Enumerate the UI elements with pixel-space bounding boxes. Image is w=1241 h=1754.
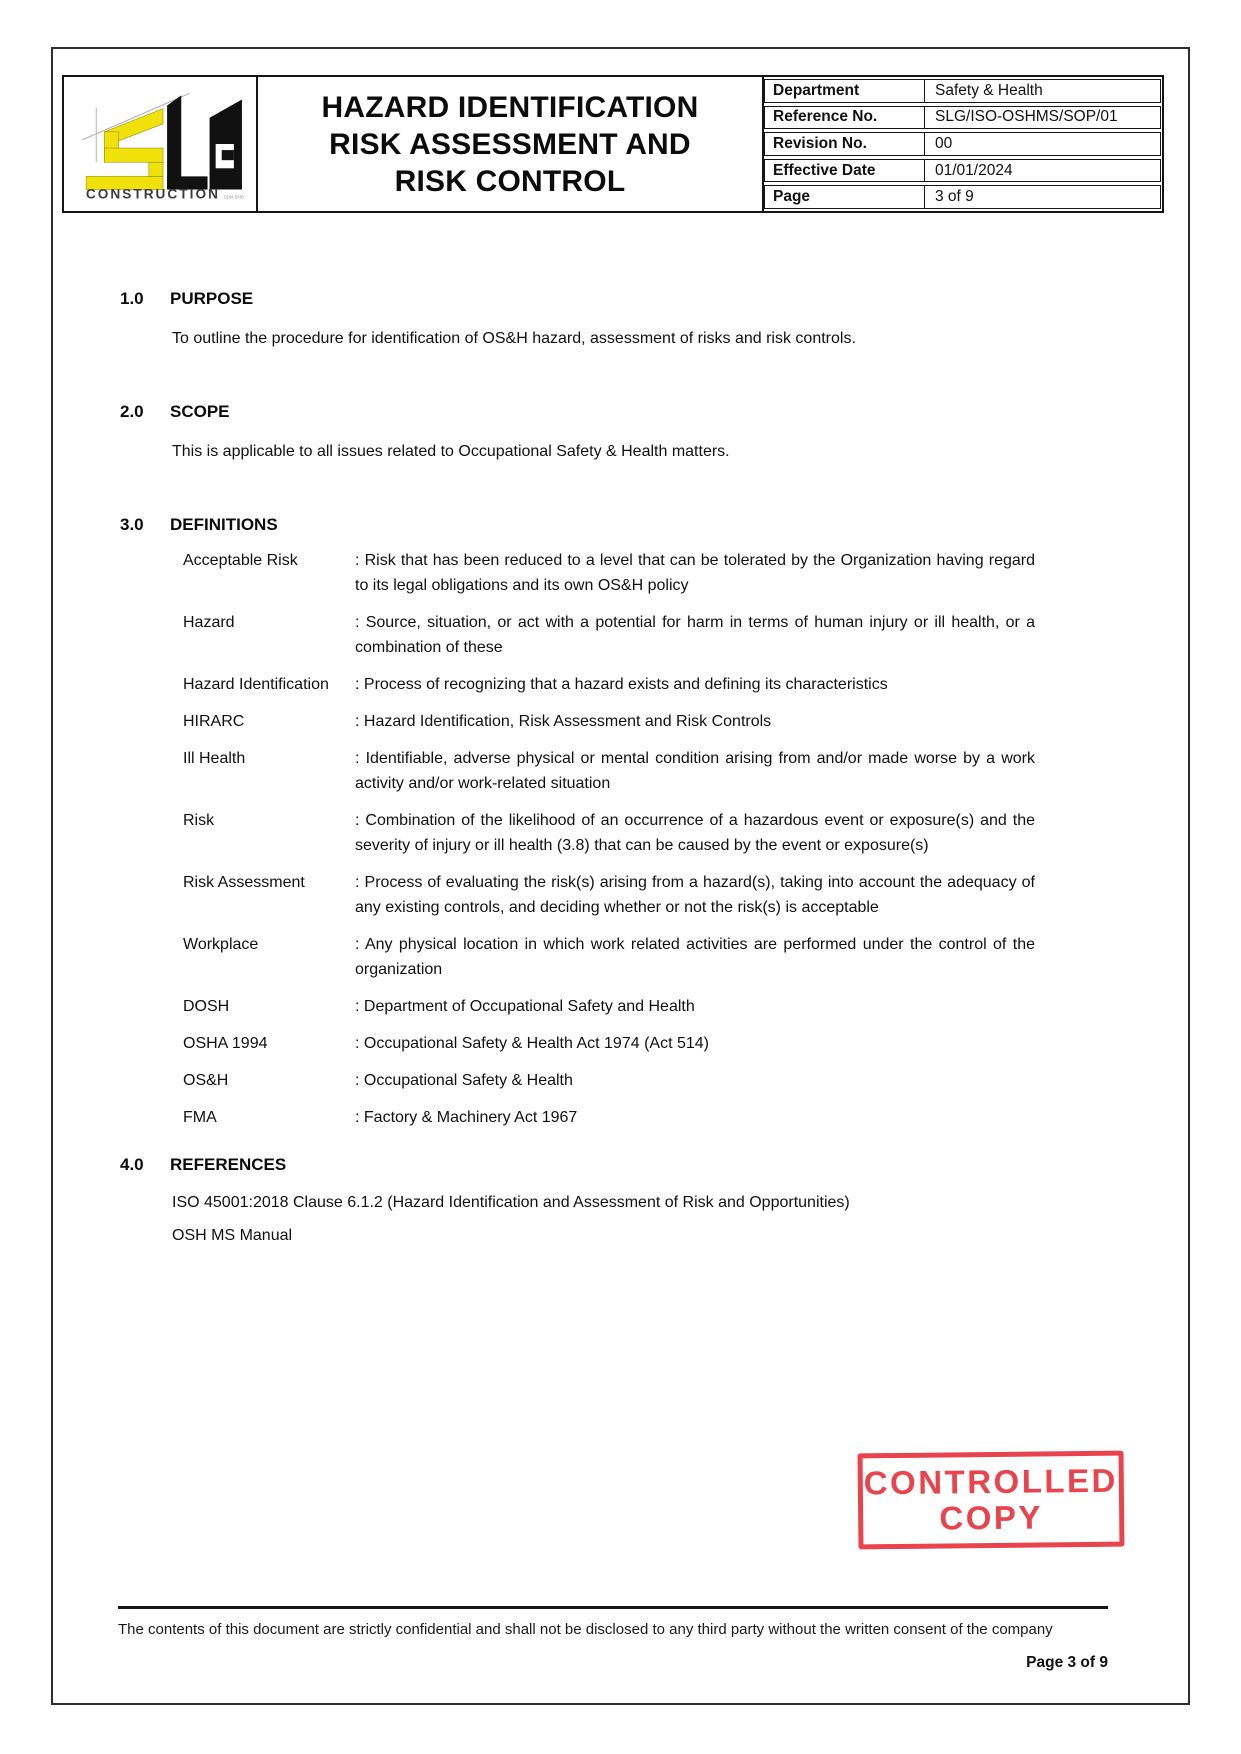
logo-letter-g (210, 99, 242, 189)
info-value: SLG/ISO-OSHMS/SOP/01 (935, 108, 1118, 126)
definition-row (183, 994, 1035, 1019)
logo-letter-s (86, 109, 163, 190)
definition-text: : Risk that has been reduced to a level that can be tolerated by the Organization having regard to its legal obligations and its own OS&H policy (355, 552, 1035, 594)
info-label: Revision No. (765, 133, 925, 155)
info-row-effective-date (764, 159, 1161, 183)
logo-caption: CONSTRUCTION (85, 186, 221, 201)
info-label: Reference No. (765, 107, 925, 129)
definition-row (183, 672, 1035, 697)
header-info-table (764, 77, 1162, 211)
definition-text: : Occupational Safety & Health (355, 1072, 573, 1089)
logo-caption-small: SDN BHD (223, 194, 245, 200)
section-number: 4.0 (120, 1155, 144, 1174)
section-title: REFERENCES (170, 1155, 287, 1174)
definition-term: FMA (183, 1109, 217, 1126)
definition-term: OS&H (183, 1072, 229, 1089)
definition-text: : Any physical location in which work related activities are performed under the control of the organization (355, 936, 1035, 978)
footer-divider (118, 1606, 1108, 1609)
definition-row (183, 932, 1035, 982)
section-heading-purpose (120, 288, 1035, 310)
title-line-3: RISK CONTROL (394, 164, 626, 198)
info-row-revision-no (764, 132, 1161, 156)
slg-construction-logo-icon (74, 87, 246, 201)
definition-row (183, 870, 1035, 920)
scope-text: This is applicable to all issues related to Occupational Safety & Health matters. (172, 443, 730, 460)
definition-term: OSHA 1994 (183, 1035, 268, 1052)
definition-term: Risk (183, 812, 215, 829)
logo-cell (64, 77, 258, 211)
info-label: Page (765, 186, 925, 208)
definitions-list (183, 548, 1035, 1130)
definition-row (183, 1031, 1035, 1056)
definition-row (183, 808, 1035, 858)
definition-term: Hazard Identification (183, 676, 329, 693)
info-row-page (764, 185, 1161, 209)
title-line-1: HAZARD IDENTIFICATION (321, 90, 699, 124)
definition-row (183, 709, 1035, 734)
reference-item: OSH MS Manual (172, 1227, 293, 1244)
confidentiality-note: The contents of this document are strictly confidential and shall not be disclosed to any third party without the written consent of the company (118, 1621, 1053, 1638)
title-cell (258, 77, 764, 211)
section-heading-definitions (120, 514, 1035, 536)
purpose-text: To outline the procedure for identification of OS&H hazard, assessment of risks and risk controls. (172, 330, 856, 347)
section-number: 1.0 (120, 289, 144, 308)
definition-term: Hazard (183, 614, 235, 631)
definition-text: : Identifiable, adverse physical or mental condition arising from and/or made worse by a work activity and/or work-related situation (355, 750, 1035, 792)
reference-item: ISO 45001:2018 Clause 6.1.2 (Hazard Identification and Assessment of Risk and Opportunities) (172, 1194, 850, 1211)
definition-text: : Process of evaluating the risk(s) arising from a hazard(s), taking into account the adequacy of any existing controls, and deciding whether or not the risk(s) is acceptable (355, 874, 1035, 916)
section-title: DEFINITIONS (170, 515, 278, 534)
stamp-text-line-2: COPY (939, 1498, 1044, 1537)
definition-row (183, 746, 1035, 796)
info-label: Department (765, 80, 925, 102)
section-title: SCOPE (170, 402, 230, 421)
controlled-copy-stamp (858, 1451, 1125, 1550)
definition-term: Workplace (183, 936, 259, 953)
definition-term: Risk Assessment (183, 874, 305, 891)
definition-term: HIRARC (183, 713, 245, 730)
stamp-text-line-1: CONTROLLED (863, 1461, 1119, 1502)
document-header (62, 75, 1164, 213)
info-value: 00 (935, 134, 953, 152)
logo-letter-l (167, 95, 207, 189)
definition-text: : Source, situation, or act with a potential for harm in terms of human injury or ill health, or a combination of these (355, 614, 1035, 656)
definition-row (183, 548, 1035, 598)
section-number: 3.0 (120, 515, 144, 534)
section-heading-scope (120, 401, 1035, 423)
definition-text: : Hazard Identification, Risk Assessment and Risk Controls (355, 713, 772, 730)
footer-page-number: Page 3 of 9 (1026, 1654, 1108, 1671)
definition-row (183, 1068, 1035, 1093)
definition-text: : Process of recognizing that a hazard exists and defining its characteristics (355, 676, 888, 693)
definition-text: : Factory & Machinery Act 1967 (355, 1109, 578, 1126)
section-title: PURPOSE (170, 289, 254, 308)
definition-text: : Occupational Safety & Health Act 1974 (Act 514) (355, 1035, 709, 1052)
title-line-2: RISK ASSESSMENT AND (329, 127, 691, 161)
definition-text: : Department of Occupational Safety and Health (355, 998, 695, 1015)
document-title (322, 89, 699, 200)
info-value: 01/01/2024 (935, 161, 1013, 179)
info-value: 3 of 9 (935, 188, 974, 206)
info-label: Effective Date (765, 160, 925, 182)
definition-term: DOSH (183, 998, 230, 1015)
info-row-department (764, 79, 1161, 103)
section-number: 2.0 (120, 402, 144, 421)
section-heading-references (120, 1154, 1035, 1176)
definition-row (183, 610, 1035, 660)
definition-row (183, 1105, 1035, 1130)
definition-term: Ill Health (183, 750, 246, 767)
document-body (120, 278, 1035, 1248)
info-row-reference-no (764, 106, 1161, 130)
info-value: Safety & Health (935, 81, 1043, 99)
definition-text: : Combination of the likelihood of an occurrence of a hazardous event or exposure(s) and the severity of injury or ill health (3.8) that can be caused by the event or exposure(s) (355, 812, 1035, 854)
definition-term: Acceptable Risk (183, 552, 298, 569)
